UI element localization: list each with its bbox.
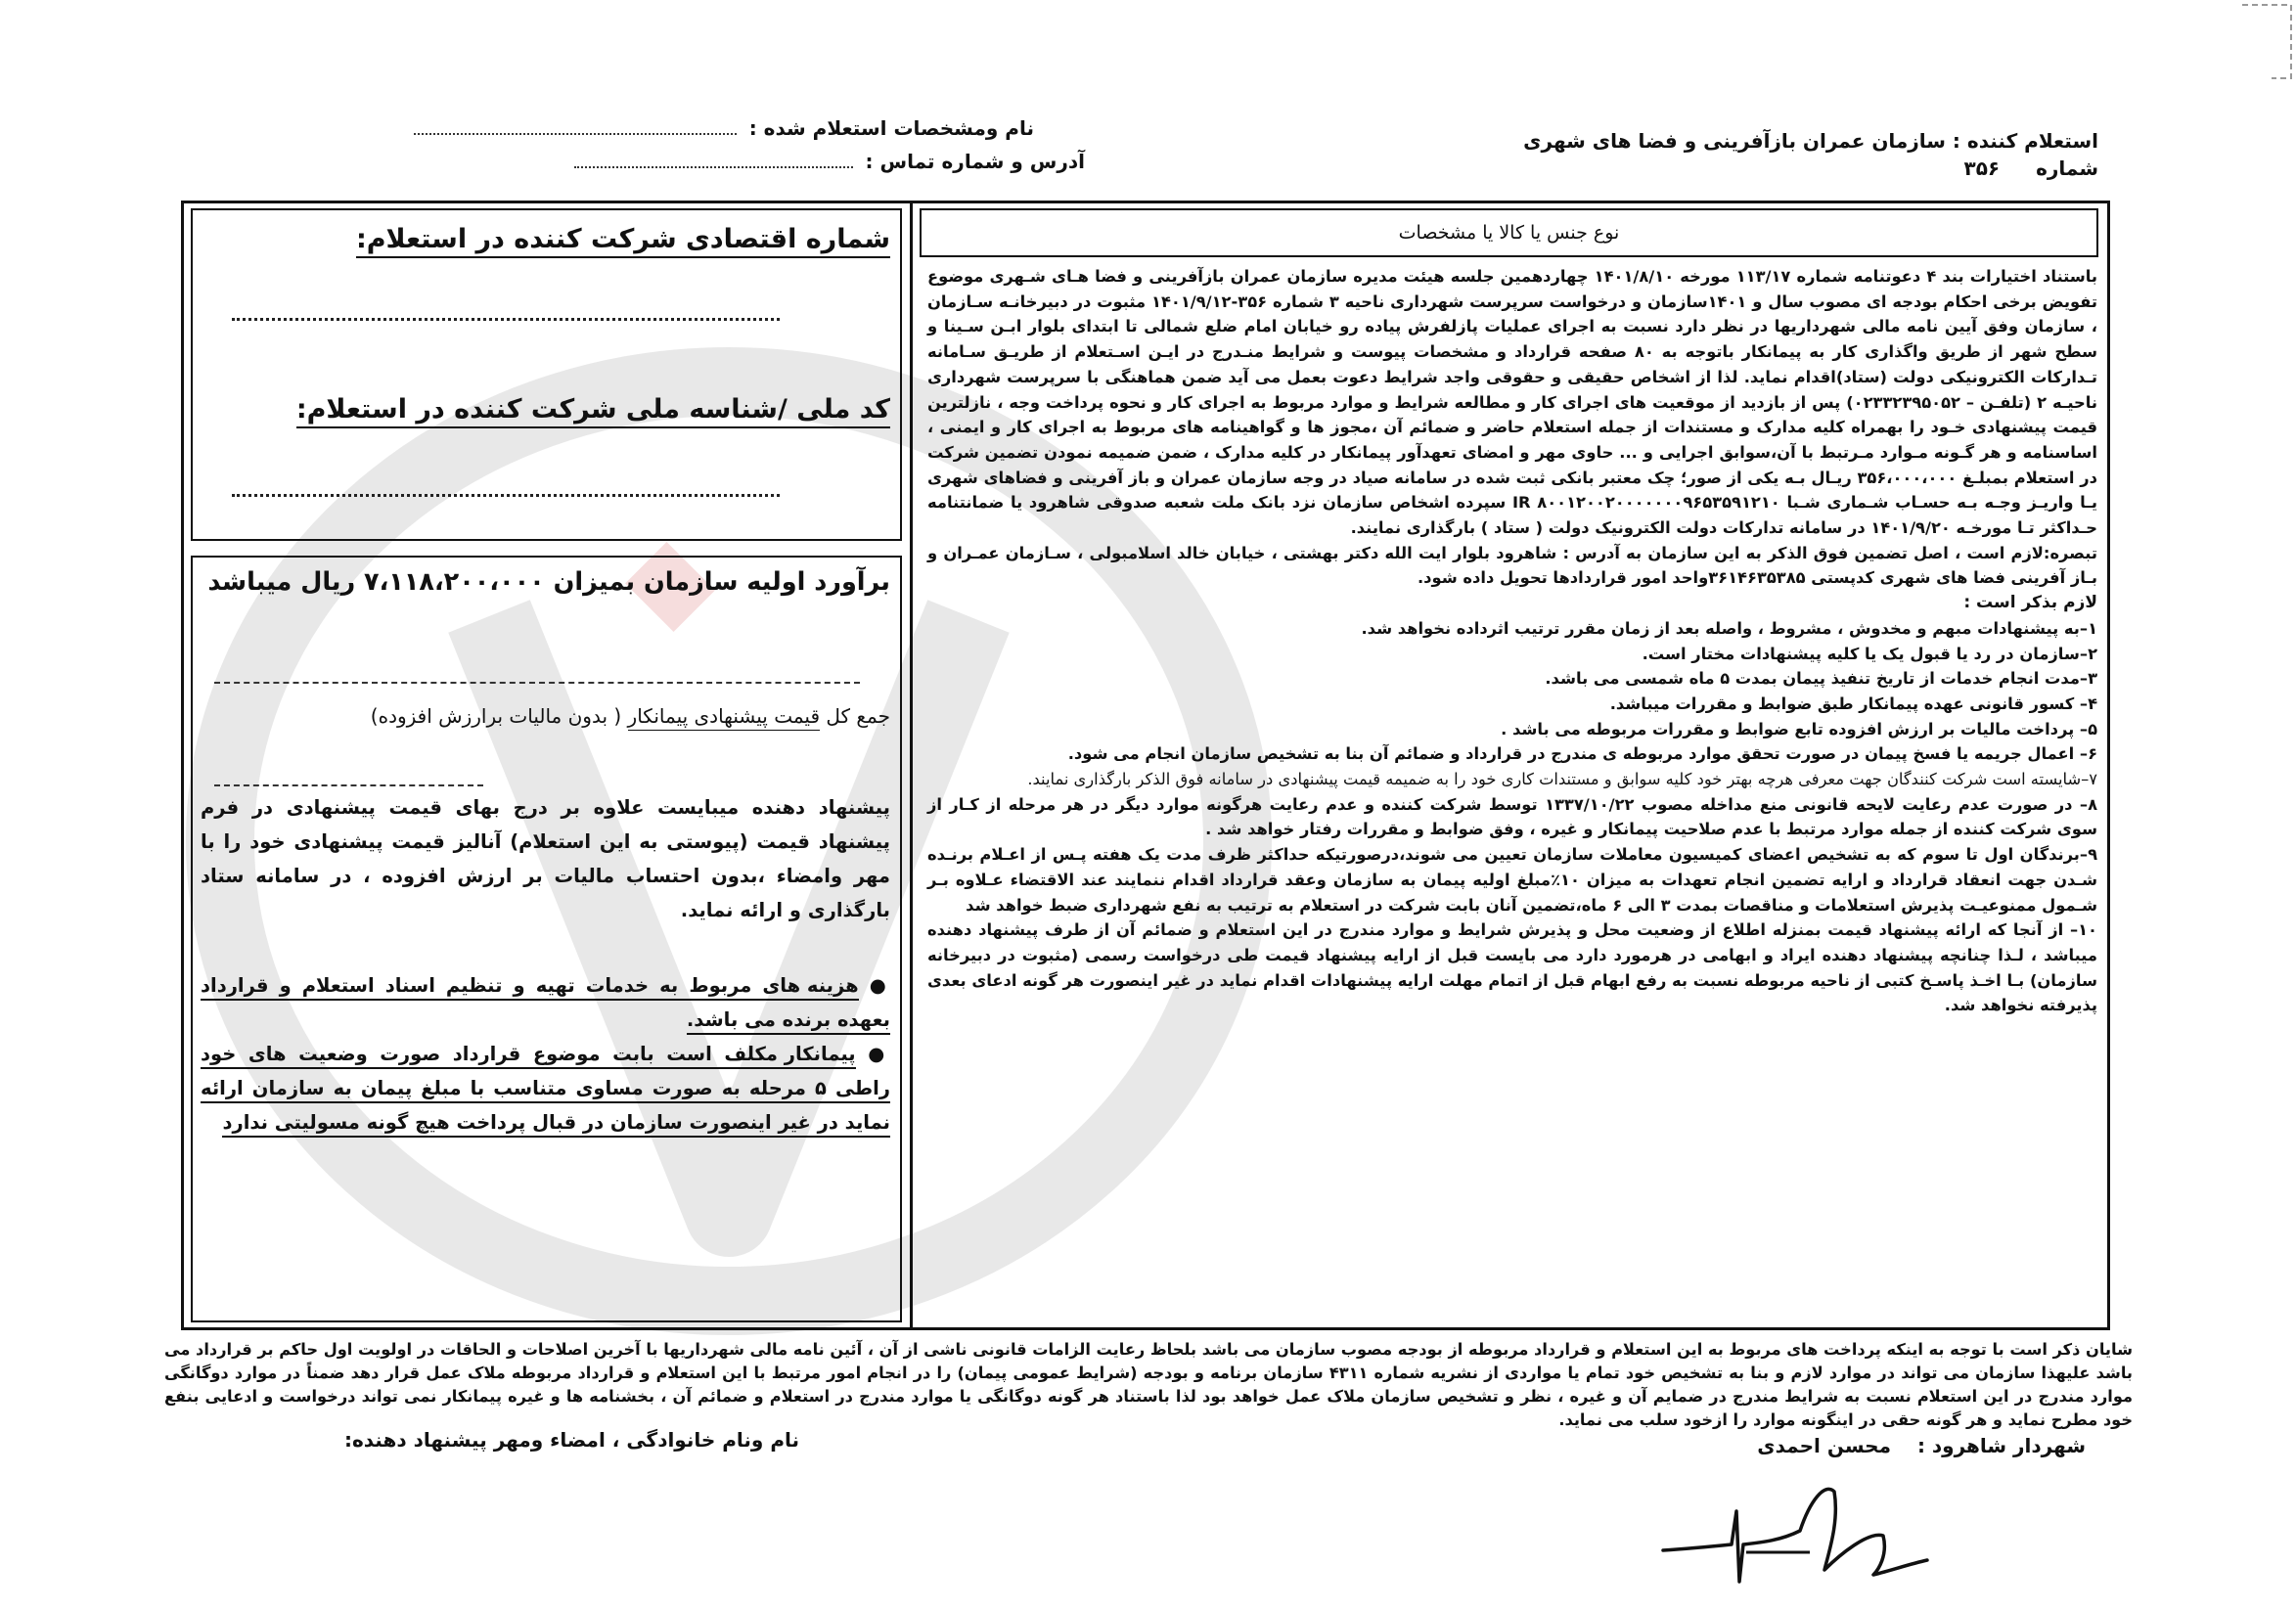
list-item: ۱–به پیشنهادات مبهم و مخدوش ، مشروط ، واصله بعد از زمان مقرر ترتیب اثرداده نخواهد شد.	[1361, 618, 2097, 638]
list-item: ۱۰– از آنجا که ارائه پیشنهاد قیمت بمنزله اطلاع از وضعیت محل و پذیرش شرایط و موارد مندرج در این استعلام و ضمائم آن از طرف پیشنهاد دهنده میباشد ، لـذا چنانچه پیشنهاد دهنده ایراد و ابهامی در هرمورد دارد می بایست قبل از ارایه پیشنهاد قیمت طی درخواست رسمی (مثبوت در دبیرخانه سازمان) بـا اخـذ پاسـخ کتبی از ناحیه مربوطه نسبت به رفع ابهام قبل از اتمام مهلت ارایه پیشنهادات اقدام نماید در غیر اینصورت هر گونه ادعای بعدی پذیرفته نخواهد شد.	[927, 920, 2097, 1015]
list-item: ۹–برندگان اول تا سوم که به تشخیص اعضای کمیسیون معاملات سازمان تعیین می شوند،درصورتیکه حداکثر ظرف مدت یک هفته پـس از اعـلام برنـده شـدن جهت انعقاد قرارداد و ارایه تضمین انجام تعهدات به میزان ۱۰٪مبلغ اولیه پیمان به سازمان وعقد قرارداد اقدام ننمایند عند الاقتضاء عـلاوه بـر شـمول ممنوعیـت پذیرش استعلامات و مناقصات بمدت ۳ الی ۶ ماه،تضمین آنان بابت شرکت در استعلام به ترتیب به نفع شهرداری ضبط خواهد شد	[927, 845, 2097, 915]
mayor-name: محسن احمدی	[1757, 1434, 1891, 1457]
economic-code-field[interactable]	[232, 318, 780, 321]
mayor-signature	[1653, 1462, 1937, 1589]
mayor-label: شهردار شاهرود :	[1916, 1434, 2086, 1457]
number-value: ۳۵۶	[1963, 157, 2001, 180]
inquirer-label: استعلام کننده : سازمان عمران بازآفرینی و فضا های شهری	[1523, 129, 2098, 153]
intro-paragraph: باستناد اختیارات بند ۴ دعوتنامه شماره ۱۱۳/۱۷ مورخه ۱۴۰۱/۸/۱۰ چهاردهمین جلسه هیئت مدیره سازمان عمران بازآفرینی و فضا هـای شـهری موضوع تفویض برخی احکام بودجه ای مصوب سال و ۱۴۰۱سازمان و درخواست سرپرست شهرداری ناحیه ۳ شماره ۳۵۶-۱۴۰۱/۹/۱۲ مثبوت در دبیرخانـه سـازمان ، سازمان وفق آیین نامه مالی شهرداریها در نظر دارد نسبت به اجرای عملیات پازلفرش پیاده رو خیابان امام ضلع شمالی تا ابتدای بلوار ابـن سـینا و سطح شهر از طریق واگذاری کار به پیمانکار باتوجه به ۸۰ صفحه قرارداد و مشخصات پیوست و شرایط منـدرج در ایـن اسـتعلام از طریـق سـامانه تـدارکات الکترونیکی دولت (ستاد)اقدام نماید. لذا از اشخاص حقیقی و حقوقی واجد شرایط دعوت بعمل می آید ضمن هماهنگی با سرپرست شهرداری ناحیـه ۲ (تلفـن – ۰۲۳۳۲۳۹۵۰۵۲) پس از بازدید از موقعیت های اجرای کار و مطالعه شرایط و موارد مربوط به اجرای کار و نحوه پرداخت وجه ، نازلترین قیمت پیشنهادی خـود را بهمراه کلیه مدارک و مستندات از جمله استعلام حاضر و ضمائم آن ،مجوز ها و گواهینامه های مربوط به اجرای کار و ایمنی ، اساسنامه و هر گـونه مـوارد مـرتبط با آن،سوابق اجرایی و ... حاوی مهر و امضای تعهدآور پیمانکار در کلیه مدارک ، ضمن ضمیمه نمودن تضمین شرکت در استعلام بمبلـغ ۳۵۶،۰۰۰،۰۰۰ ریـال بـه یکی از صور؛ چک معتبر بانکی ثبت شده در سامانه صیاد در وجه سازمان عمران و باز آفرینی و فضاهای شهری یـا واریـز وجـه بـه حسـاب شـماری شـبا IR ۸۰۰۱۲۰۰۲۰۰۰۰۰۰۰۹۶۵۳۵۹۱۲۱۰ سپرده اشخاص سازمان نزد بانک ملت شعبه صدوقی شاهرود یا ضمانتنامه حـداکثر تـا مورخـه ۱۴۰۱/۹/۲۰ در سامانه تدارکات دولت الکترونیک دولت ( ستاد ) بارگذاری نمایند.	[927, 267, 2098, 538]
stamp-mark	[2223, 0, 2296, 83]
national-id-label: کد ملی /شناسه ملی شرکت کننده در استعلام:	[296, 394, 890, 425]
inquiry-body	[927, 264, 2097, 1018]
item-spec-title: نوع جنس یا کالا یا مشخصات	[920, 208, 2098, 257]
number-row	[1964, 157, 2099, 180]
footer-paragraph: شایان ذکر است با توجه به اینکه پرداخت های مربوط به این استعلام و قرارداد مربوطه از بودجه مصوب سازمان می باشد بلحاظ رعایت الزامات قانونی ناشی از آن ، آئین نامه مالی شهرداریها با آخرین اصلاحات و الحاقات در اولویت اول حاکم بر قرارداد می باشد علیهذا سازمان می تواند در موارد لازم و بنا به تشخیص خود تمام یا مواردی از نشریه شماره ۴۳۱۱ سازمان برنامه و بودجه (شرایط عمومی پیمان) را در انجام امور مرتبط با این استعلام و قرارداد مربوطه ملاک عمل قرار دهد ضمناً در موارد دوگانگی موارد مندرج در این استعلام نسبت به شرایط مندرج در ضمایم آن و غیره ، نظر و تشخیص سازمان ملاک عمل خواهد بود لذا باستناد هر گونه دوگانگی یا موارد مندرج در استعلام و ضمائم آن ، بخشنامه ها و غیره پیمانکار نمی تواند درخواست و ادعایی بنفع خود مطرح نماید و هر گونه حقی در اینگونه موارد را ازخود سلب می نماید.	[164, 1340, 2134, 1429]
bullet-item: ● پیمانکار مکلف است بابت موضوع قرارداد صورت وضعیت های خود راطی ۵ مرحله به صورت مساوی متناسب با مبلغ پیمان به سازمان ارائه نماید در غیر اینصورت سازمان در قبال پرداخت هیچ گونه مسولیتی ندارد	[201, 1037, 890, 1140]
sum-label: جمع کل قیمت پیشنهادی پیمانکار ( بدون مالیات برارزش افزوده)	[371, 704, 890, 728]
pricing-box	[191, 556, 902, 1322]
list-item: ۸– در صورت عدم رعایت لایحه قانونی منع مداخله مصوب ۱۳۳۷/۱۰/۲۲ توسط شرکت کننده و عدم رعایت هرگونه موارد دیگر در هر مرحله از کـار از سوی شرکت کننده از جمله موارد مرتبط با عدم صلاحیت پیمانکار و غیره ، وفق ضوابط و مقررات رفتار خواهد شد .	[927, 794, 2097, 839]
note-paragraph: تبصره:لازم است ، اصل تضمین فوق الذکر به این سازمان به آدرس : شاهرود بلوار ایت الله دکتر بهشتی ، خیابان خالد اسلامبولی ، سـازمان عمـران و بـاز آفرینی فضا های شهری کدپستی ۳۶۱۴۶۳۵۳۸۵واحد امور قراردادها تحویل داده شود.	[927, 543, 2097, 588]
instruction-paragraph: پیشنهاد دهنده میبایست علاوه بر درج بهای قیمت پیشنهادی در فرم پیشنهاد قیمت (پیوستی به این استعلام) آنالیز قیمت پیشنهادی خود را با مهر وامضاء ،بدون احتساب مالیات بر ارزش افزوده ، در سامانه ستاد بارگذاری و ارائه نماید.	[201, 796, 890, 921]
bid-price-field[interactable]	[214, 784, 483, 786]
list-heading: لازم بذکر است :	[1963, 593, 2097, 613]
estimate-text: برآورد اولیه سازمان بمیزان ۷،۱۱۸،۲۰۰،۰۰۰ ریال میباشد	[207, 567, 890, 597]
left-bullets	[201, 968, 890, 1140]
mayor-block	[1757, 1434, 2086, 1457]
bidder-sign-label: نام ونام خانوادگی ، امضاء ومهر پیشنهاد دهنده:	[343, 1428, 799, 1452]
number-label: شماره	[2036, 157, 2098, 180]
conditions-list	[927, 616, 2097, 1018]
list-item: ۲–سازمان در رد یا قبول یک یا کلیه پیشنهادات مختار است.	[1642, 644, 2097, 663]
column-divider	[910, 201, 913, 1330]
list-item: ۳–مدت انجام خدمات از تاریخ تنفیذ پیمان بمدت ۵ ماه شمسی می باشد.	[1545, 669, 2097, 689]
economic-code-label: شماره اقتصادی شرکت کننده در استعلام:	[356, 224, 890, 254]
list-item: ۷–شایسته است شرکت کنندگان جهت معرفی هرچه بهتر خود کلیه سوابق و مستندات کاری خود را به ضمیمه قیمت پیشنهادی در سامانه فوق الذکر بارگذاری نمایند.	[1027, 770, 2097, 789]
bullet-item: ● هزینه های مربوط به خدمات تهیه و تنظیم اسناد استعلام و قرارداد بعهده برنده می باشد.	[201, 968, 890, 1037]
list-item: ۵– پرداخت مالیات بر ارزش افزوده تابع ضوابط و مقررات مربوطه می باشد .	[1501, 719, 2097, 738]
list-item: ۶– اعمال جریمه یا فسخ پیمان در صورت تحقق موارد مربوطه ی مندرج در قرارداد و ضمائم آن بنا به تشخیص سازمان انجام می شود.	[1067, 744, 2097, 764]
estimate-divider	[214, 682, 860, 684]
list-item: ۴– کسور قانونی عهده پیمانکار طبق ضوابط و مقررات میباشد.	[1609, 693, 2097, 713]
bidder-ids-box	[191, 208, 902, 541]
national-id-field[interactable]	[232, 494, 780, 497]
respondent-label: نام ومشخصات استعلام شده :	[414, 116, 1034, 140]
address-label: آدرس و شماره تماس :	[574, 150, 1085, 173]
